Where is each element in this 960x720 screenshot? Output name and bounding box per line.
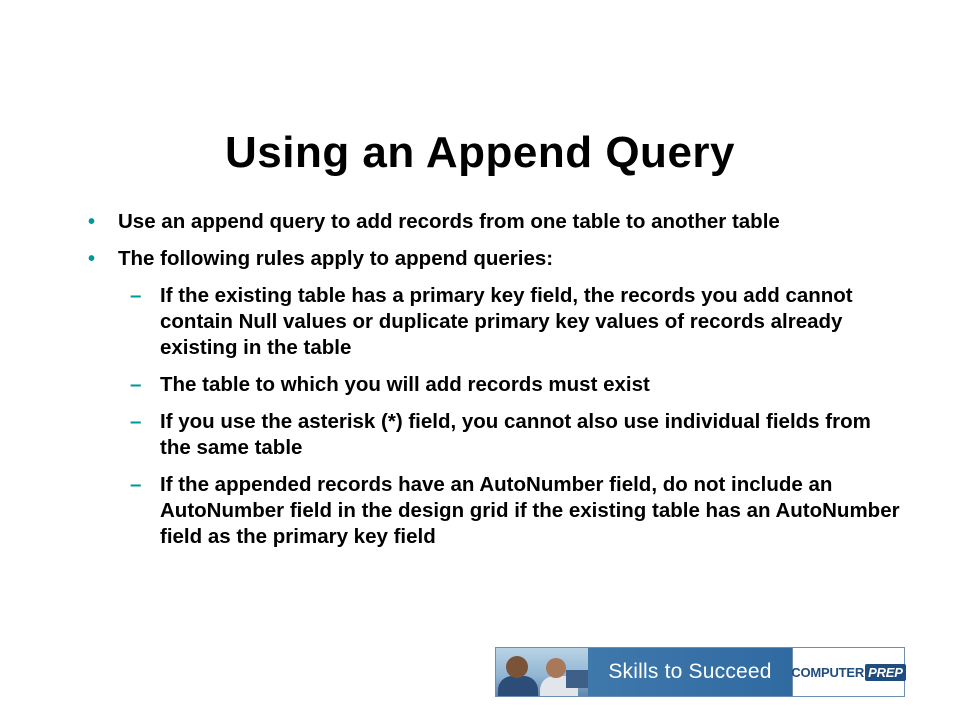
sub-bullet-text: The table to which you will add records must exist bbox=[160, 373, 650, 396]
person-head bbox=[546, 658, 566, 678]
banner-tagline-area bbox=[588, 648, 792, 696]
slide-body bbox=[86, 209, 906, 561]
computerprep-logo bbox=[792, 648, 904, 696]
logo-wordmark bbox=[791, 664, 905, 681]
sub-bullet-item bbox=[86, 372, 906, 398]
sub-bullet-item bbox=[86, 472, 906, 550]
brand-banner bbox=[495, 647, 905, 697]
sub-bullet-text: If the existing table has a primary key field, the records you add cannot contain Null values or duplicate primary key values of records already existing in the table bbox=[160, 284, 853, 359]
sub-bullet-marker: – bbox=[130, 284, 142, 307]
bullet-marker: • bbox=[88, 211, 96, 233]
bullet-text: The following rules apply to append queries: bbox=[118, 247, 554, 270]
logo-part-prep: PREP bbox=[865, 664, 906, 681]
sub-bullet-item bbox=[86, 283, 906, 361]
person-head bbox=[506, 656, 528, 678]
bullet-text: Use an append query to add records from one table to another table bbox=[118, 210, 780, 233]
slide-title: Using an Append Query bbox=[224, 128, 736, 178]
bullet-item bbox=[86, 246, 906, 272]
bullet-marker: • bbox=[88, 248, 96, 270]
banner-tagline: Skills to Succeed bbox=[608, 660, 772, 683]
sub-bullet-item bbox=[86, 409, 906, 461]
monitor-icon bbox=[566, 670, 588, 688]
sub-bullet-marker: – bbox=[130, 373, 142, 396]
bullet-item bbox=[86, 209, 906, 235]
logo-part-computer: COMPUTER bbox=[791, 664, 865, 680]
sub-bullet-marker: – bbox=[130, 473, 142, 496]
sub-bullet-text: If you use the asterisk (*) field, you cannot also use individual fields from the same table bbox=[160, 410, 871, 459]
banner-photo bbox=[496, 648, 588, 696]
sub-bullet-text: If the appended records have an AutoNumber field, do not include an AutoNumber field in the design grid if the existing table has an AutoNumber field as the primary key field bbox=[160, 473, 900, 548]
person-figure bbox=[498, 676, 538, 696]
sub-bullet-marker: – bbox=[130, 410, 142, 433]
